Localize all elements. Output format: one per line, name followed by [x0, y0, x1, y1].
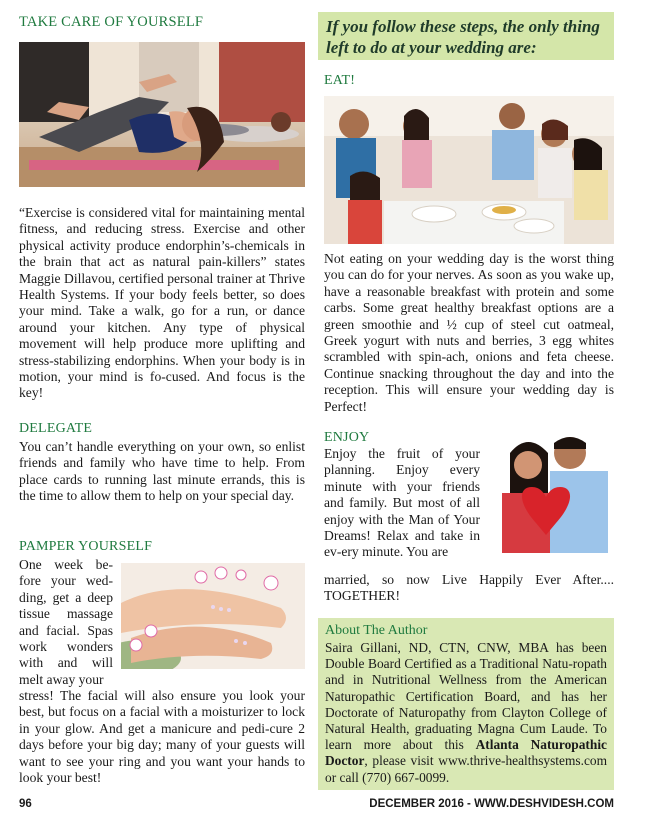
author-box [318, 618, 614, 790]
heading-pamper: PAMPER YOURSELF [19, 539, 153, 554]
couple-photo [488, 431, 614, 553]
pamper-section [19, 539, 305, 555]
heading-delegate: DELEGATE [19, 421, 93, 436]
spa-feet-photo [121, 563, 305, 669]
couple-illustration [488, 431, 614, 553]
author-bold-title: Atlanta Naturopathic Doctor [325, 737, 607, 769]
pamper-paragraph: stress! The facial will also ensure you look your best, but focus on a facial with a moisturizer to lock in your glow. And get a manicure and pedi-cure 2 days before your big day; many of your guests will want to see your ring and you want your hands to look your best! [19, 688, 305, 786]
heading-eat: EAT! [324, 73, 356, 88]
delegate-paragraph: You can’t handle everything on your own, so enlist friends and family who have time to help. From place cards to running last minute errands, this is the time to allow them to help on your special day. [19, 439, 305, 504]
steps-callout: If you follow these steps, the only thing left to do at your wedding are: [318, 12, 614, 60]
heading-enjoy: ENJOY [324, 430, 370, 445]
footer-issue: DECEMBER 2016 - WWW.DESHVIDESH.COM [369, 798, 614, 810]
author-heading: About The Author [325, 623, 428, 638]
page-number: 96 [19, 798, 32, 810]
exercise-photo [19, 42, 305, 187]
enjoy-paragraph-wrap: Enjoy the fruit of your planning. Enjoy every minute with your friends and family. But most of all enjoy with the Man of Your Dreams! Relax and take in ev-ery minute. You are [324, 446, 480, 560]
author-text-2: , please visit www.thrive-healthsystems.com or call (770) 667-0099. [325, 753, 607, 785]
heading-take-care: TAKE CARE OF YOURSELF [19, 14, 204, 30]
author-text-1: Saira Gillani, ND, CTN, CNW, MBA has been Double Board Certified as a Traditional Natu-ropath and in Nutritional Wellness from the American Naturopathic Certification Board, and has her Doctorate of Naturopathy from Clayton College of Natural Health, graduating Magna Cum Laude. To learn more about this [325, 640, 607, 753]
enjoy-paragraph: married, so now Live Happily Ever After.... TOGETHER! [324, 572, 614, 604]
author-bio [325, 640, 607, 786]
spa-illustration [121, 563, 305, 669]
exercise-illustration [19, 42, 305, 187]
eat-section [324, 73, 614, 89]
delegate-section [19, 421, 305, 437]
pamper-paragraph-wrap: One week be-fore your wed-ding, get a deep tissue massage and facial. Spas work wonders with and will melt away your [19, 557, 113, 687]
eat-paragraph: Not eating on your wedding day is the worst thing you can do for your nerves. As soon as you wake up, have a reasonable breakfast with protein and some carbs. Some great healthy breakfast options are a green smoothie and ½ cup of steel cut oatmeal, Greek yogurt with nuts and berries, 3 egg whites scrambled with spin-ach, onions and feta cheese. Continue snacking throughout the day and into the reception. This will ensure your wedding day is Perfect! [324, 251, 614, 414]
family-meal-illustration [324, 96, 614, 244]
left-column [19, 14, 305, 31]
exercise-paragraph: “Exercise is considered vital for maintaining mental fitness, and reducing stress. Exercise and other physical activity produce endorphin’s-chemicals in the brain that act as natural pain-killers” states Maggie Dillavou, certified personal trainer at Thrive Health Systems. If your body feels better, so does your mind. Take a walk, go for a run, or dance around your kitchen. Any type of physical movement will help produce more uplifting and stress-stabilizing endorphins. When your body is in motion, your mind is fo-cused. And focus is the key! [19, 205, 305, 401]
family-meal-photo [324, 96, 614, 244]
